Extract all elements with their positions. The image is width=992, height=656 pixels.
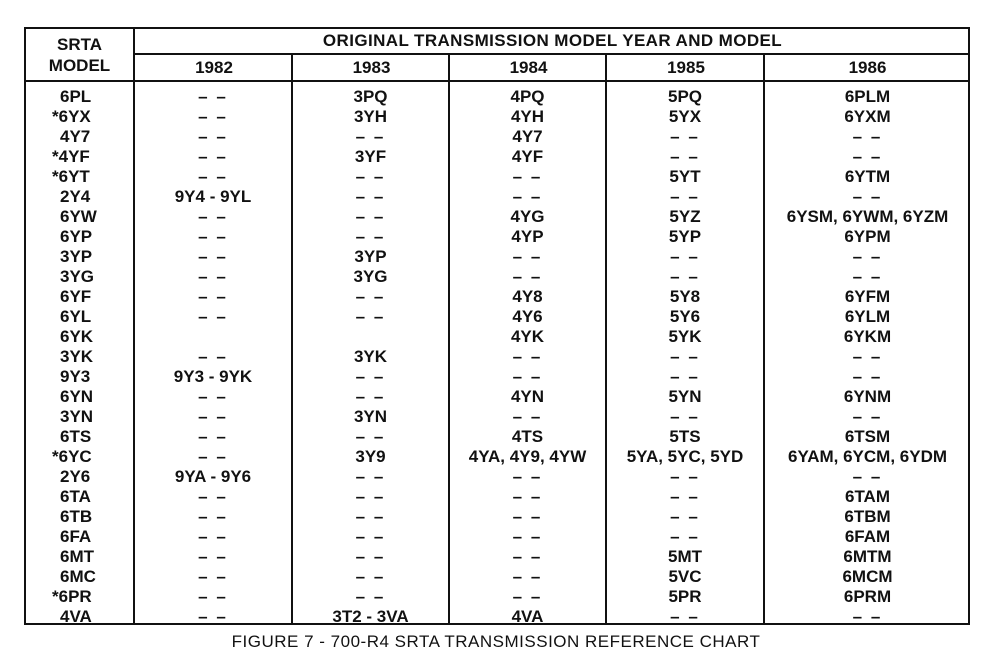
cell-1986: 6MTM (843, 547, 892, 566)
srta-model-cell: 4VA (60, 607, 92, 626)
cell-1983: – – (355, 287, 386, 306)
cell-1985: 5YA, 5YC, 5YD (626, 447, 744, 466)
cell-1986: 6TBM (844, 507, 891, 526)
cell-1986: – – (852, 367, 883, 386)
srta-model-cell: 3YN (60, 407, 94, 426)
cell-1983: 3YF (354, 147, 387, 166)
cell-1982: 9YA - 9Y6 (174, 467, 252, 486)
srta-model-cell: 2Y6 (60, 467, 91, 486)
cell-1982: – – (198, 307, 228, 326)
cell-1983: – – (355, 167, 386, 186)
srta-model-cell: 6YN (60, 387, 94, 406)
srta-model-cell: 3YK (60, 347, 94, 366)
srta-model-cell: 6YK (60, 327, 94, 346)
cell-1982: – – (198, 567, 228, 586)
cell-1986: 6TAM (844, 487, 890, 506)
cell-1982: – – (198, 387, 228, 406)
cell-1982: 9Y4 - 9YL (174, 187, 252, 206)
srta-model-cell: 9Y3 (60, 367, 91, 386)
original-transmission-header: ORIGINAL TRANSMISSION MODEL YEAR AND MODEL (135, 29, 970, 55)
cell-1984: 4YP (511, 227, 544, 246)
srta-model-column (26, 87, 133, 627)
cell-1984: 4YH (510, 107, 545, 126)
cell-1984: – – (512, 247, 543, 266)
cell-1986: – – (852, 247, 883, 266)
cell-1982: – – (198, 87, 228, 106)
cell-1985: 5TS (669, 427, 701, 446)
cell-1984: – – (512, 347, 543, 366)
cell-1984: – – (512, 507, 543, 526)
cell-1984: – – (512, 167, 543, 186)
cell-1986: 6TSM (844, 427, 891, 446)
cell-1983: 3YG (353, 267, 388, 286)
year-header-1983: 1983 (293, 55, 450, 82)
cell-1983 (293, 327, 448, 347)
cell-1982: – – (198, 227, 228, 246)
cell-1984: 4Y7 (512, 127, 543, 146)
cell-1982: – – (198, 127, 228, 146)
cell-1985: – – (670, 407, 700, 426)
cell-1983: 3T2 - 3VA (332, 607, 409, 626)
srta-model-cell: 6MT (60, 547, 94, 566)
year-1984-column (450, 87, 605, 627)
cell-1984: 4YG (510, 207, 545, 226)
cell-1984: – – (512, 587, 543, 606)
cell-1984: 4VA (511, 607, 544, 626)
cell-1982: – – (198, 427, 228, 446)
cell-1985: 5YP (668, 227, 702, 246)
cell-1983: – – (355, 187, 386, 206)
figure-caption: FIGURE 7 - 700-R4 SRTA TRANSMISSION REFERENCE CHART (231, 632, 761, 651)
cell-1985: 5MT (668, 547, 702, 566)
cell-1984: – – (512, 527, 543, 546)
year-header-1986: 1986 (765, 55, 970, 82)
cell-1984: – – (512, 367, 543, 386)
cell-1985: – – (670, 347, 700, 366)
cell-1986: 6YLM (844, 307, 891, 326)
cell-1985: – – (670, 267, 700, 286)
cell-1985: – – (670, 507, 700, 526)
cell-1984: – – (512, 547, 543, 566)
cell-1985: – – (670, 527, 700, 546)
cell-1986: 6YXM (844, 107, 891, 126)
cell-1982: – – (198, 507, 228, 526)
year-header-1984: 1984 (450, 55, 607, 82)
cell-1984: – – (512, 487, 543, 506)
cell-1983: 3YP (354, 247, 387, 266)
cell-1983: – – (355, 487, 386, 506)
srta-model-header (26, 29, 135, 82)
cell-1984: 4YK (510, 327, 545, 346)
cell-1986: 6MCM (842, 567, 893, 586)
cell-1982: – – (198, 147, 228, 166)
srta-model-cell: *6YX (52, 107, 91, 126)
cell-1985: – – (670, 247, 700, 266)
srta-model-cell: 2Y4 (60, 187, 91, 206)
cell-1983: – – (355, 527, 386, 546)
cell-1984: 4YF (511, 147, 544, 166)
cell-1983: – – (355, 587, 386, 606)
srta-model-cell: 6FA (60, 527, 92, 546)
cell-1986: 6PRM (843, 587, 892, 606)
srta-model-cell: 6TA (60, 487, 91, 506)
cell-1983: – – (355, 127, 386, 146)
srta-model-cell: 6YP (60, 227, 93, 246)
cell-1982: – – (198, 267, 228, 286)
srta-model-cell: 6TS (60, 427, 92, 446)
cell-1983: – – (355, 367, 386, 386)
cell-1986: – – (852, 467, 883, 486)
cell-1986: – – (852, 147, 883, 166)
cell-1985: 5Y8 (669, 287, 701, 306)
srta-model-cell: *6PR (52, 587, 92, 606)
cell-1985: 5PR (668, 587, 702, 606)
cell-1984: – – (512, 267, 543, 286)
cell-1985: 5YK (668, 327, 702, 346)
cell-1983: 3PQ (353, 87, 388, 106)
year-1982-column (135, 87, 291, 627)
cell-1986: 6PLM (844, 87, 891, 106)
cell-1983: – – (355, 307, 386, 326)
srta-model-cell: 6YL (60, 307, 92, 326)
cell-1982: – – (198, 587, 228, 606)
cell-1985: – – (670, 367, 700, 386)
srta-model-cell: 3YP (60, 247, 93, 266)
cell-1982: – – (198, 247, 228, 266)
cell-1982: – – (198, 487, 228, 506)
cell-1984: – – (512, 567, 543, 586)
cell-1983: – – (355, 467, 386, 486)
cell-1986: – – (852, 407, 883, 426)
cell-1985: 5YN (668, 387, 702, 406)
cell-1985: – – (670, 147, 700, 166)
year-1986-column (765, 87, 970, 627)
cell-1984: 4YA, 4Y9, 4YW (468, 447, 587, 466)
srta-model-cell: *6YT (52, 167, 90, 186)
cell-1983: 3YN (353, 407, 388, 426)
cell-1986: – – (852, 607, 883, 626)
year-1983-column (293, 87, 448, 627)
cell-1982: – – (198, 287, 228, 306)
year-1985-column (607, 87, 763, 627)
cell-1985: 5PQ (667, 87, 703, 106)
cell-1982: – – (198, 347, 228, 366)
cell-1982: – – (198, 207, 228, 226)
cell-1986: – – (852, 187, 883, 206)
srta-model-cell: 6YF (60, 287, 92, 306)
cell-1985: 5VC (668, 567, 702, 586)
cell-1985: – – (670, 607, 700, 626)
cell-1986: 6YKM (843, 327, 892, 346)
cell-1984: 4YN (510, 387, 545, 406)
cell-1983: 3YK (353, 347, 388, 366)
cell-1986: 6YSM, 6YWM, 6YZM (786, 207, 949, 226)
cell-1984: 4PQ (510, 87, 545, 106)
srta-model-cell: 6YW (60, 207, 97, 226)
cell-1983: – – (355, 507, 386, 526)
year-header-1985: 1985 (607, 55, 765, 82)
cell-1985: – – (670, 187, 700, 206)
cell-1986: – – (852, 347, 883, 366)
cell-1982: – – (198, 607, 228, 626)
cell-1984: – – (512, 467, 543, 486)
cell-1984: – – (512, 187, 543, 206)
cell-1986: 6YPM (844, 227, 891, 246)
srta-model-cell: 3YG (60, 267, 95, 286)
cell-1984: 4Y8 (512, 287, 543, 306)
cell-1985: 5YZ (669, 207, 701, 226)
cell-1984: 4TS (511, 427, 544, 446)
cell-1983: – – (355, 207, 386, 226)
year-header-1982: 1982 (135, 55, 293, 82)
srta-model-cell: *6YC (52, 447, 92, 466)
srta-model-cell: 6PL (60, 87, 92, 106)
cell-1983: 3YH (353, 107, 388, 126)
cell-1983: – – (355, 567, 386, 586)
cell-1986: 6FAM (844, 527, 891, 546)
cell-1986: 6YFM (844, 287, 891, 306)
cell-1982: – – (198, 167, 228, 186)
cell-1985: – – (670, 127, 700, 146)
cell-1985: – – (670, 487, 700, 506)
cell-1982: 9Y3 - 9YK (173, 367, 253, 386)
srta-model-cell: 4Y7 (60, 127, 91, 146)
cell-1985: – – (670, 467, 700, 486)
cell-1982 (135, 327, 291, 347)
cell-1986: 6YTM (844, 167, 891, 186)
cell-1985: 5YT (669, 167, 701, 186)
cell-1982: – – (198, 527, 228, 546)
cell-1983: – – (355, 427, 386, 446)
cell-1983: – – (355, 387, 386, 406)
srta-reference-chart (24, 27, 970, 625)
cell-1983: 3Y9 (355, 447, 386, 466)
cell-1982: – – (198, 447, 228, 466)
cell-1986: 6YAM, 6YCM, 6YDM (787, 447, 948, 466)
cell-1982: – – (198, 547, 228, 566)
srta-model-cell: 6TB (60, 507, 93, 526)
cell-1985: 5YX (668, 107, 702, 126)
cell-1986: – – (852, 127, 883, 146)
cell-1982: – – (198, 407, 228, 426)
cell-1986: – – (852, 267, 883, 286)
srta-header-line1: SRTA (56, 34, 102, 54)
cell-1986: 6YNM (843, 387, 892, 406)
srta-header-line2: MODEL (48, 55, 111, 75)
cell-1984: – – (512, 407, 543, 426)
cell-1982: – – (198, 107, 228, 126)
cell-1983: – – (355, 547, 386, 566)
cell-1983: – – (355, 227, 386, 246)
cell-1984: 4Y6 (512, 307, 543, 326)
srta-model-cell: *4YF (52, 147, 90, 166)
srta-model-cell: 6MC (60, 567, 96, 586)
cell-1985: 5Y6 (669, 307, 701, 326)
